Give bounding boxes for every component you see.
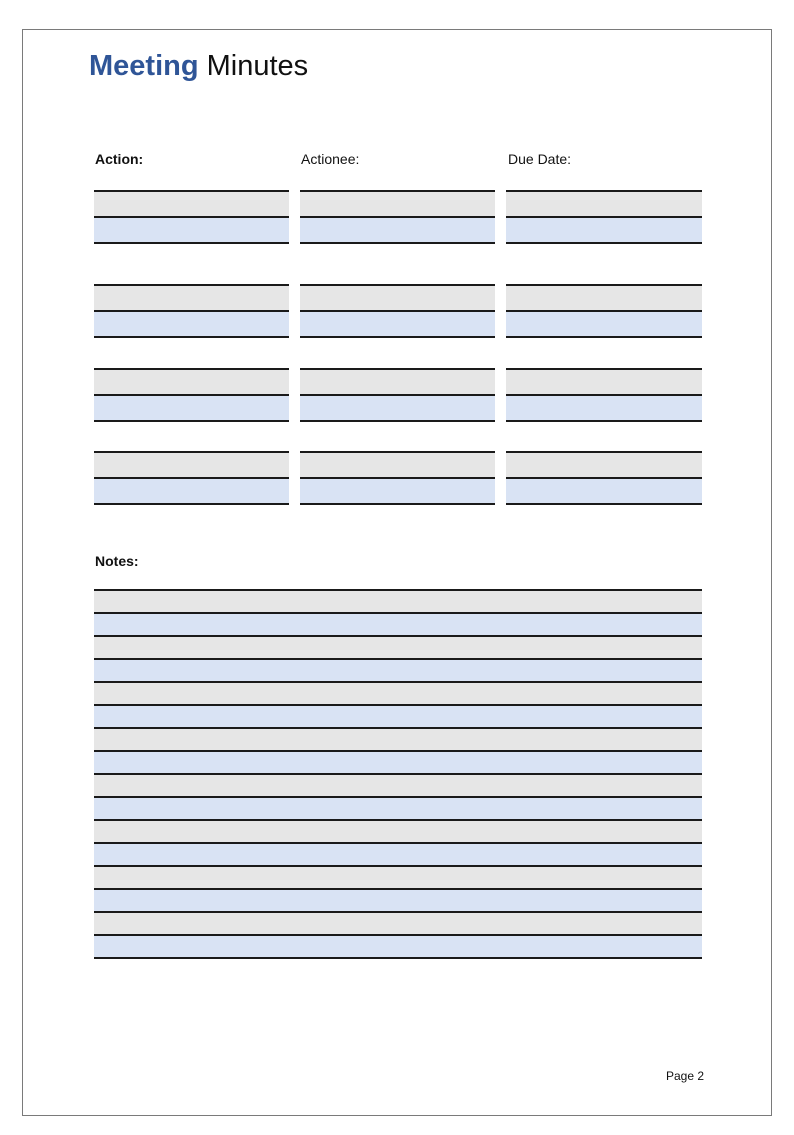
action-field-2-2[interactable]	[94, 310, 289, 338]
due-date-field-3-2[interactable]	[506, 394, 702, 422]
actionee-field-1-1[interactable]	[300, 190, 495, 216]
action-field-2-1[interactable]	[94, 284, 289, 310]
actionee-field-2-2[interactable]	[300, 310, 495, 338]
action-field-4-1[interactable]	[94, 451, 289, 477]
action-field-3-1[interactable]	[94, 368, 289, 394]
notes-line-16[interactable]	[94, 934, 702, 959]
notes-line-12[interactable]	[94, 842, 702, 865]
notes-line-15[interactable]	[94, 911, 702, 934]
notes-line-11[interactable]	[94, 819, 702, 842]
due-date-column-label: Due Date:	[508, 151, 572, 167]
notes-line-8[interactable]	[94, 750, 702, 773]
action-field-1-1[interactable]	[94, 190, 289, 216]
actionee-field-3-2[interactable]	[300, 394, 495, 422]
notes-label: Notes:	[95, 553, 139, 569]
notes-line-1[interactable]	[94, 589, 702, 612]
notes-line-7[interactable]	[94, 727, 702, 750]
page-number: Page 2	[666, 1069, 705, 1083]
actionee-field-3-1[interactable]	[300, 368, 495, 394]
notes-line-2[interactable]	[94, 612, 702, 635]
notes-line-3[interactable]	[94, 635, 702, 658]
notes-line-9[interactable]	[94, 773, 702, 796]
page-title	[89, 48, 308, 84]
action-field-4-2[interactable]	[94, 477, 289, 505]
actionee-field-4-2[interactable]	[300, 477, 495, 505]
actionee-field-1-2[interactable]	[300, 216, 495, 244]
notes-line-4[interactable]	[94, 658, 702, 681]
notes-line-5[interactable]	[94, 681, 702, 704]
title-bold-word: Meeting	[89, 50, 199, 82]
action-column-label: Action:	[95, 151, 144, 167]
notes-line-13[interactable]	[94, 865, 702, 888]
actionee-column-label: Actionee:	[301, 151, 360, 167]
notes-line-14[interactable]	[94, 888, 702, 911]
due-date-field-2-1[interactable]	[506, 284, 702, 310]
due-date-field-1-1[interactable]	[506, 190, 702, 216]
actionee-field-2-1[interactable]	[300, 284, 495, 310]
due-date-field-2-2[interactable]	[506, 310, 702, 338]
action-field-1-2[interactable]	[94, 216, 289, 244]
due-date-field-4-1[interactable]	[506, 451, 702, 477]
actionee-field-4-1[interactable]	[300, 451, 495, 477]
notes-line-6[interactable]	[94, 704, 702, 727]
notes-line-10[interactable]	[94, 796, 702, 819]
action-field-3-2[interactable]	[94, 394, 289, 422]
title-rest-word: Minutes	[206, 50, 309, 82]
due-date-field-1-2[interactable]	[506, 216, 702, 244]
due-date-field-3-1[interactable]	[506, 368, 702, 394]
due-date-field-4-2[interactable]	[506, 477, 702, 505]
